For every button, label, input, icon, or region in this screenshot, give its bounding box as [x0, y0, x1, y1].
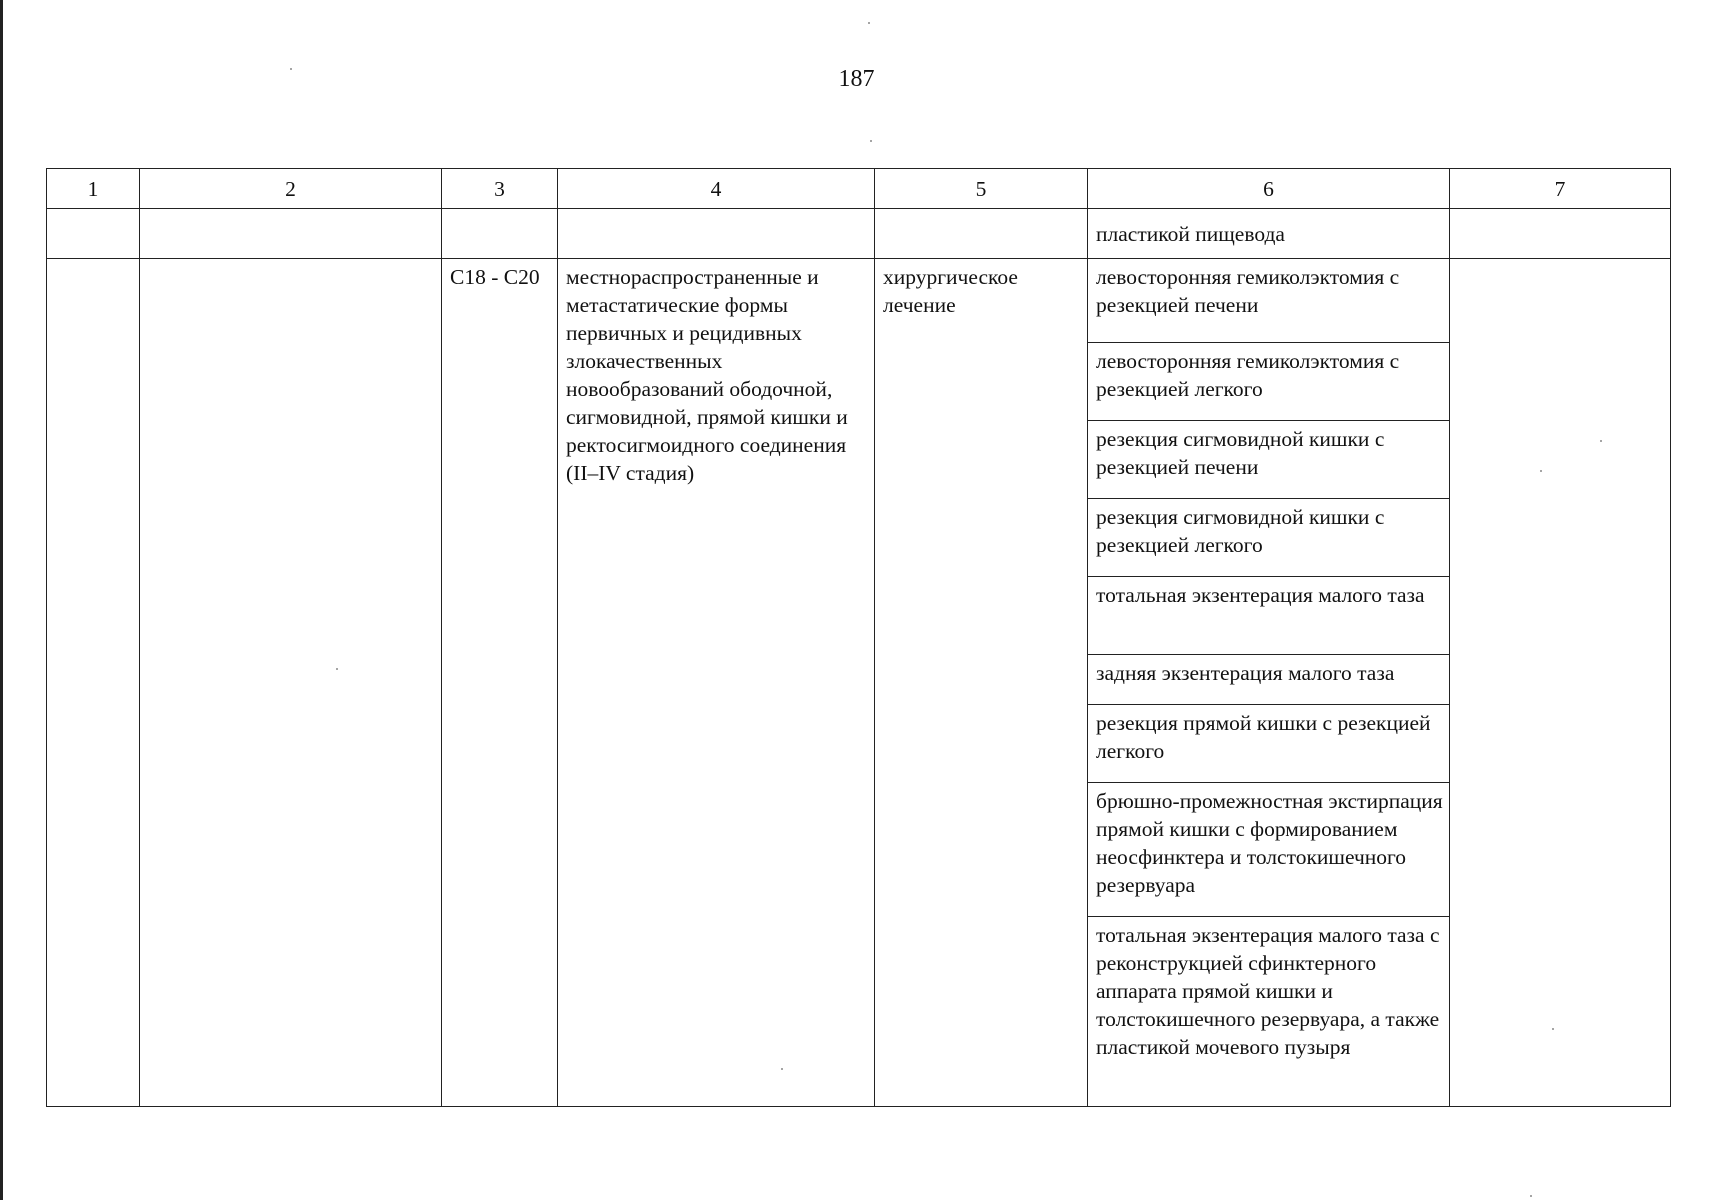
empty-cell	[1450, 209, 1671, 259]
method-cell: пластикой пищевода	[1088, 209, 1450, 259]
empty-cell	[47, 259, 140, 1107]
empty-cell	[1450, 259, 1671, 1107]
method-cell: задняя экзентерация малого таза	[1088, 655, 1450, 705]
column-number: 4	[558, 169, 875, 209]
column-number: 5	[875, 169, 1088, 209]
scan-speck	[781, 1068, 783, 1070]
page-number: 187	[838, 66, 875, 92]
scan-edge	[0, 0, 3, 1200]
column-number: 2	[140, 169, 442, 209]
scan-speck	[870, 140, 872, 142]
empty-cell	[442, 209, 558, 259]
column-number: 7	[1450, 169, 1671, 209]
column-number: 1	[47, 169, 140, 209]
empty-cell	[47, 209, 140, 259]
method-cell: тотальная экзентерация малого таза с реконструкцией сфинктерного аппарата прямой кишки и толстокишечного резервуара, а также пластикой мочевого пузыря	[1088, 917, 1450, 1107]
method-cell: резекция прямой кишки с резекцией легкого	[1088, 705, 1450, 783]
method-cell: резекция сигмовидной кишки с резекцией легкого	[1088, 499, 1450, 577]
scan-speck	[1530, 1195, 1532, 1197]
scan-speck	[336, 668, 338, 670]
column-number-row	[47, 169, 1671, 209]
scan-speck	[868, 22, 870, 24]
empty-cell	[875, 209, 1088, 259]
treatment-type-cell: хирургическое лечение	[875, 259, 1088, 1107]
column-number: 3	[442, 169, 558, 209]
method-cell: левосторонняя гемиколэктомия с резекцией легкого	[1088, 343, 1450, 421]
scan-speck	[1540, 470, 1542, 472]
continuation-row	[47, 209, 1671, 259]
column-number: 6	[1088, 169, 1450, 209]
method-cell: тотальная экзентерация малого таза	[1088, 577, 1450, 655]
method-cell: левосторонняя гемиколэктомия с резекцией печени	[1088, 259, 1450, 343]
scan-speck	[290, 68, 292, 70]
empty-cell	[140, 259, 442, 1107]
method-cell: резекция сигмовидной кишки с резекцией печени	[1088, 421, 1450, 499]
empty-cell	[140, 209, 442, 259]
scan-speck	[1600, 440, 1602, 442]
icd-code-cell: C18 - C20	[442, 259, 558, 1107]
procedures-table	[46, 168, 1671, 1107]
empty-cell	[558, 209, 875, 259]
method-cell: брюшно-промежностная экстирпация прямой кишки с формированием неосфинктера и толстокишечного резервуара	[1088, 783, 1450, 917]
scan-speck	[1552, 1028, 1554, 1030]
diagnosis-cell: местнораспространенные и метастатические формы первичных и рецидивных злокачественных новообразований ободочной, сигмовидной, прямой кишки и ректосигмоидного соединения (II–IV стадия)	[558, 259, 875, 1107]
table-row	[47, 259, 1671, 343]
